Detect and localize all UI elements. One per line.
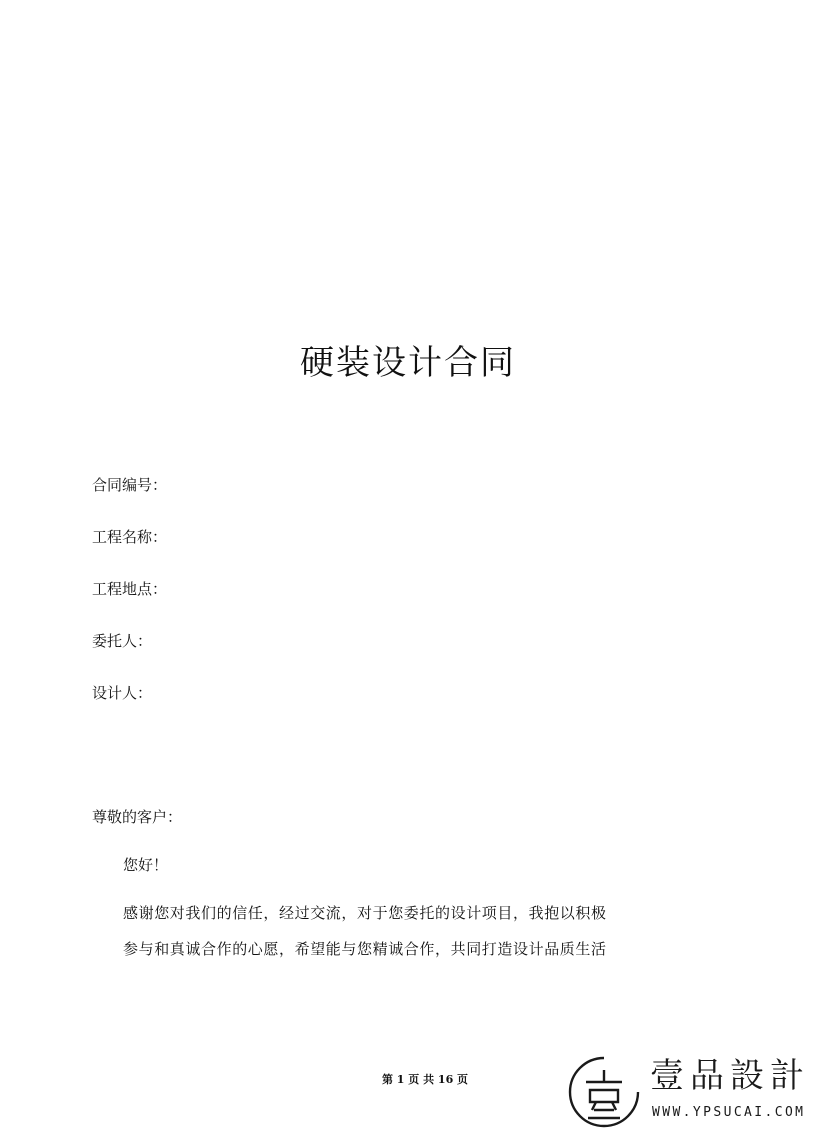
watermark-logo <box>562 1048 812 1140</box>
page-indicator: 第 1 页 共 16 页 <box>381 1073 469 1086</box>
field-client: 委托人： <box>92 632 153 650</box>
field-project-name: 工程名称： <box>92 528 168 546</box>
watermark-brand: 壹品設計 <box>650 1056 810 1096</box>
document-title: 硬装设计合同 <box>300 343 516 383</box>
field-designer: 设计人： <box>92 684 153 702</box>
field-project-location: 工程地点： <box>92 580 168 598</box>
watermark-url: WWW.YPSUCAI.COM <box>652 1105 806 1120</box>
seal-logo-icon <box>566 1054 642 1130</box>
field-contract-number: 合同编号： <box>92 476 168 494</box>
body-paragraph-line: 参与和真诚合作的心愿，希望能与您精诚合作，共同打造设计品质生活 <box>123 940 607 958</box>
greeting: 您好！ <box>123 856 169 874</box>
body-paragraph-line: 感谢您对我们的信任，经过交流，对于您委托的设计项目，我抱以积极 <box>123 904 607 922</box>
salutation: 尊敬的客户： <box>92 808 183 826</box>
